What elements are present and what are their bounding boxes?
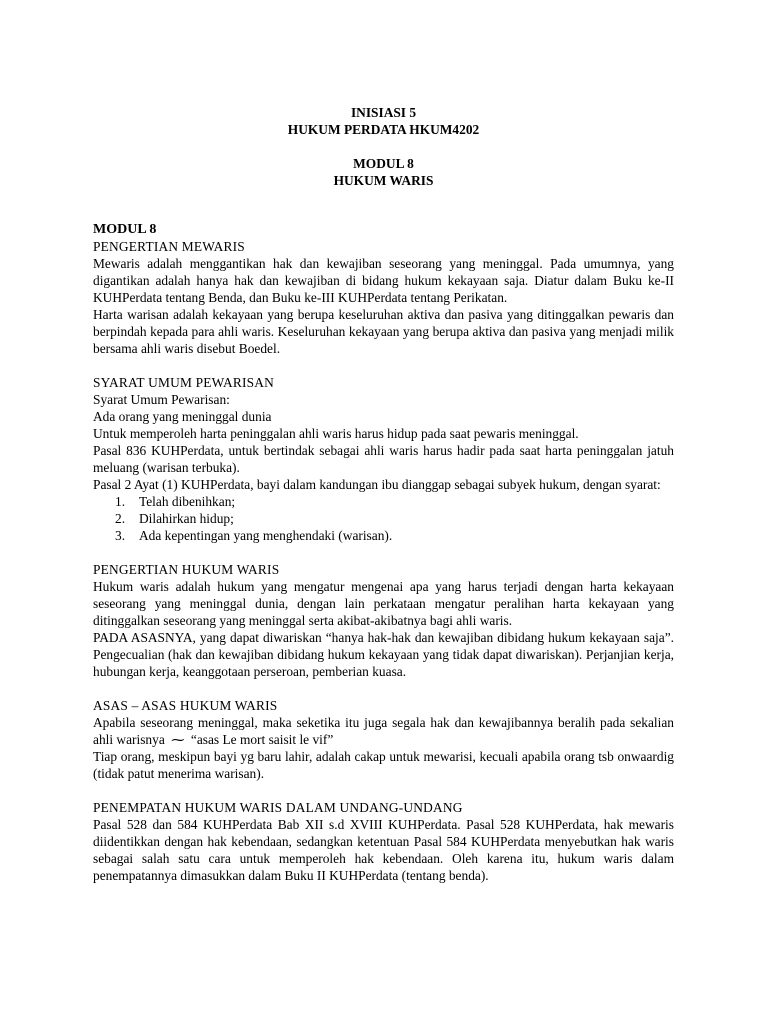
list-item: 1. Telah dibenihkan; <box>115 494 236 509</box>
text-syarat-meninggal: Ada orang yang meninggal dunia <box>93 409 272 424</box>
title-inisiasi: INISIASI 5 <box>350 105 417 120</box>
title-modul: MODUL 8 <box>353 156 414 171</box>
modul-heading: MODUL 8 <box>93 222 157 237</box>
text-syarat-ahli-waris-hidup: Untuk memperoleh harta peninggalan ahli waris harus hidup pada saat pewaris meninggal. <box>93 426 579 441</box>
paragraph-harta-warisan: Harta warisan adalah kekayaan yang berupa keseluruhan aktiva dan pasiva yang ditinggalkan pewaris dan berpindah kepada para ahli waris. Keseluruhan kekayaan yang berupa aktiva dan pasiva yang menjadi milik bersama ahli waris disebut Boedel. <box>93 307 674 356</box>
list-item: 2. Dilahirkan hidup; <box>115 511 234 526</box>
paragraph-pasal-2: Pasal 2 Ayat (1) KUHPerdata, bayi dalam kandungan ibu dianggap sebagai subyek hukum, dengan syarat: <box>93 477 661 492</box>
paragraph-hukum-waris-definition: Hukum waris adalah hukum yang mengatur mengenai apa yang harus terjadi dengan harta kekayaan seseorang yang meninggal dunia, dengan lain perkataan mengatur peralihan harta kekayaan yang ditinggalkan seseorang yang meninggal serta akibat-akibatnya bagi ahli waris. <box>93 579 674 628</box>
document-page <box>93 104 674 884</box>
list-item: 3. Ada kepentingan yang menghendaki (warisan). <box>115 528 393 543</box>
heading-pengertian-hukum-waris: PENGERTIAN HUKUM WARIS <box>93 562 280 577</box>
heading-syarat-umum: SYARAT UMUM PEWARISAN <box>93 375 275 390</box>
paragraph-pada-asasnya: PADA ASASNYA, yang dapat diwariskan “hanya hak-hak dan kewajiban dibidang hukum kekayaan saja”. Pengecualian (hak dan kewajiban dibidang hukum kekayaan yang tidak dapat diwariskan). Perjanjian kerja, hubungan kerja, keanggotaan perseroan, pemberian kuasa. <box>93 630 674 679</box>
paragraph-mewaris-definition: Mewaris adalah menggantikan hak dan kewajiban seseorang yang meninggal. Pada umumnya, yang digantikan adalah hanya hak dan kewajiban di bidang hukum kekayaan saja. Diatur dalam Buku ke-II KUHPerdata tentang Benda, dan Buku ke-III KUHPerdata tentang Perikatan. <box>93 256 674 305</box>
paragraph-cakap-mewarisi: Tiap orang, meskipun bayi yg baru lahir, adalah cakap untuk mewarisi, kecuali apabila orang tsb onwaardig (tidak patut menerima warisan). <box>93 749 674 781</box>
paragraph-asas-le-mort: Apabila seseorang meninggal, maka seketika itu juga segala hak dan kewajibannya beralih pada sekalian ahli warisnya ⁓ “asas Le mort saisit le vif” <box>93 715 674 747</box>
heading-penempatan: PENEMPATAN HUKUM WARIS DALAM UNDANG-UNDANG <box>93 800 463 815</box>
title-topic: HUKUM WARIS <box>333 173 434 188</box>
paragraph-pasal-528-584: Pasal 528 dan 584 KUHPerdata Bab XII s.d XVIII KUHPerdata. Pasal 528 KUHPerdata, hak mewaris diidentikkan dengan hak kebendaan, sedangkan ketentuan Pasal 584 KUHPerdata menyebutkan hak waris sebagai salah satu cara untuk memperoleh hak kebendaan. Oleh karena itu, hukum waris dalam penempatannya dimasukkan dalam Buku II KUHPerdata (tentang benda). <box>93 817 674 883</box>
document-title-block <box>93 104 674 189</box>
heading-pengertian-mewaris: PENGERTIAN MEWARIS <box>93 239 245 254</box>
heading-asas-hukum-waris: ASAS – ASAS HUKUM WARIS <box>93 698 278 713</box>
paragraph-pasal-836: Pasal 836 KUHPerdata, untuk bertindak sebagai ahli waris harus hadir pada saat harta peninggalan jatuh meluang (warisan terbuka). <box>93 443 674 475</box>
text-syarat-umum-label: Syarat Umum Pewarisan: <box>93 392 230 407</box>
approx-symbol: ⁓ <box>171 732 185 747</box>
syarat-list <box>93 493 674 544</box>
title-course: HUKUM PERDATA HKUM4202 <box>287 122 480 137</box>
